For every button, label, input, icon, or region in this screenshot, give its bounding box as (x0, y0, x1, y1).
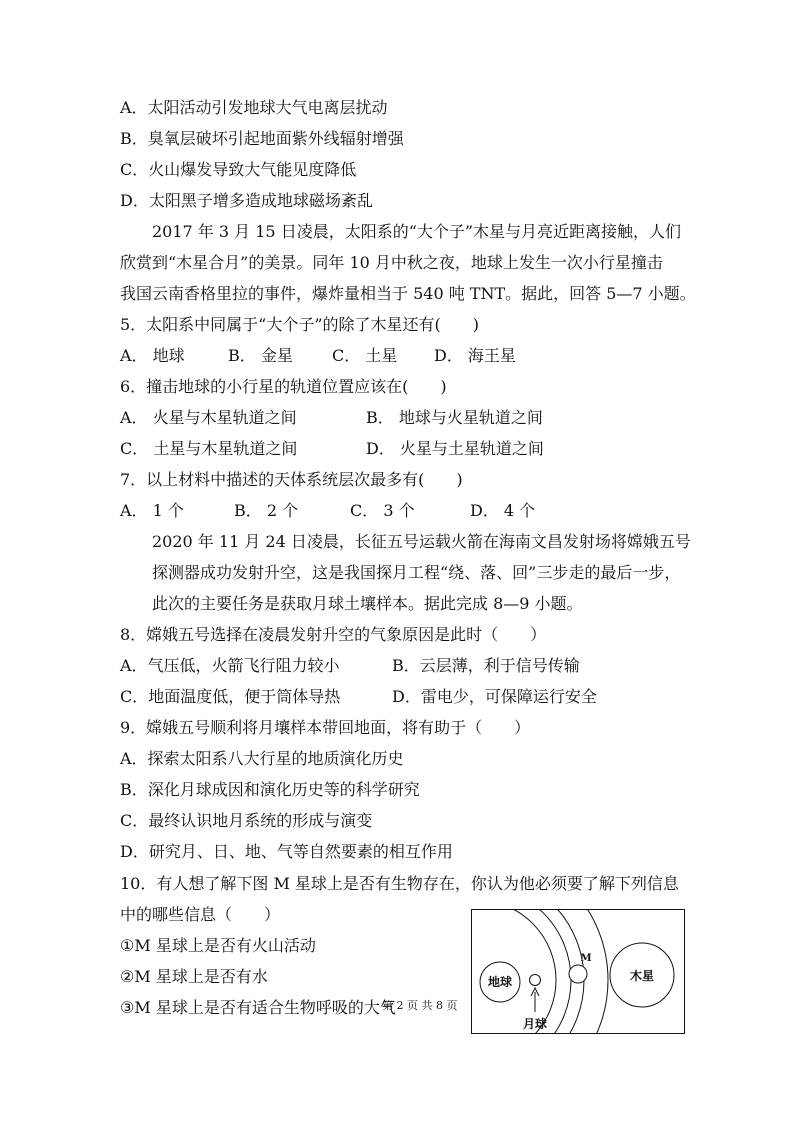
q10-item-3: ③M 星球上是否有适合生物呼吸的大气 (120, 998, 396, 1017)
passage2-line2: 探测器成功发射升空，这是我国探月工程“绕、落、回”三步走的最后一步， (152, 563, 681, 582)
q9-option-b: B．深化月球成因和演化历史等的科学研究 (120, 780, 420, 799)
page-footer: 第 2 页 共 8 页 (382, 999, 458, 1012)
passage2-line3: 此次的主要任务是获取月球土壤样本。据此完成 8—9 小题。 (152, 594, 583, 613)
q4-option-c: C．火山爆发导致大气能见度降低 (120, 160, 357, 179)
q10-stem-line2: 中的哪些信息（ ） (120, 905, 281, 924)
q9-option-d: D．研究月、日、地、气等自然要素的相互作用 (120, 842, 453, 861)
moon-label: 月球 (522, 1017, 548, 1031)
m-planet (569, 965, 587, 983)
q4-option-d: D．太阳黑子增多造成地球磁场紊乱 (120, 191, 373, 210)
q5-option-c: C． 土星 (332, 346, 398, 365)
q8-option-d: D．雷电少，可保障运行安全 (392, 687, 597, 706)
passage2-line1: 2020 年 11 月 24 日凌晨，长征五号运载火箭在海南文昌发射场将嫦娥五号 (152, 532, 691, 551)
q8-option-a: A．气压低，火箭飞行阻力较小 (120, 656, 340, 675)
q6-stem: 6．撞击地球的小行星的轨道位置应该在( ) (120, 377, 447, 396)
q5-stem: 5．太阳系中同属于“大个子”的除了木星还有( ) (120, 315, 480, 334)
q10-stem-line1: 10．有人想了解下图 M 星球上是否有生物存在，你认为他必须要了解下列信息 (120, 874, 679, 893)
q6-option-a: A． 火星与木星轨道之间 (120, 408, 297, 427)
earth-label: 地球 (487, 975, 513, 989)
q8-option-b: B．云层薄，利于信号传输 (392, 656, 580, 675)
q6-option-d: D． 火星与土星轨道之间 (366, 439, 544, 458)
q4-option-a: A．太阳活动引发地球大气电离层扰动 (120, 98, 388, 117)
q7-option-a: A． 1 个 (120, 501, 184, 520)
moon-body (530, 975, 541, 986)
q9-option-c: C．最终认识地月系统的形成与演变 (120, 811, 373, 830)
passage1-line1: 2017 年 3 月 15 日凌晨，太阳系的“大个子”木星与月亮近距离接触，人们 (152, 222, 682, 241)
q9-stem: 9．嫦娥五号顺利将月壤样本带回地面，将有助于（ ） (120, 718, 531, 737)
q7-option-c: C． 3 个 (350, 501, 415, 520)
q7-stem: 7．以上材料中描述的天体系统层次最多有( ) (120, 470, 463, 489)
q5-option-d: D． 海王星 (434, 346, 516, 365)
q9-option-a: A．探索太阳系八大行星的地质演化历史 (120, 749, 404, 768)
passage1-line3: 我国云南香格里拉的事件，爆炸量相当于 540 吨 TNT。据此，回答 5—7 小题。 (120, 284, 696, 303)
q7-option-b: B． 2 个 (234, 501, 299, 520)
q8-option-c: C．地面温度低，便于筒体导热 (120, 687, 341, 706)
q7-option-d: D． 4 个 (470, 501, 536, 520)
q6-option-b: B． 地球与火星轨道之间 (366, 408, 543, 427)
m-label: M (580, 953, 592, 964)
q4-option-b: B．臭氧层破坏引起地面紫外线辐射增强 (120, 129, 404, 148)
q10-item-2: ②M 星球上是否有水 (120, 967, 268, 986)
q5-option-a: A． 地球 (120, 346, 185, 365)
q6-option-c: C． 土星与木星轨道之间 (120, 439, 298, 458)
q5-option-b: B． 金星 (228, 346, 293, 365)
q10-item-1: ①M 星球上是否有火山活动 (120, 936, 316, 955)
q8-stem: 8．嫦娥五号选择在凌晨发射升空的气象原因是此时（ ） (120, 625, 547, 644)
jupiter-label: 木星 (629, 969, 655, 983)
passage1-line2: 欣赏到“木星合月”的美景。同年 10 月中秋之夜，地球上发生一次小行星撞击 (120, 253, 663, 272)
solar-system-figure (471, 909, 685, 1034)
